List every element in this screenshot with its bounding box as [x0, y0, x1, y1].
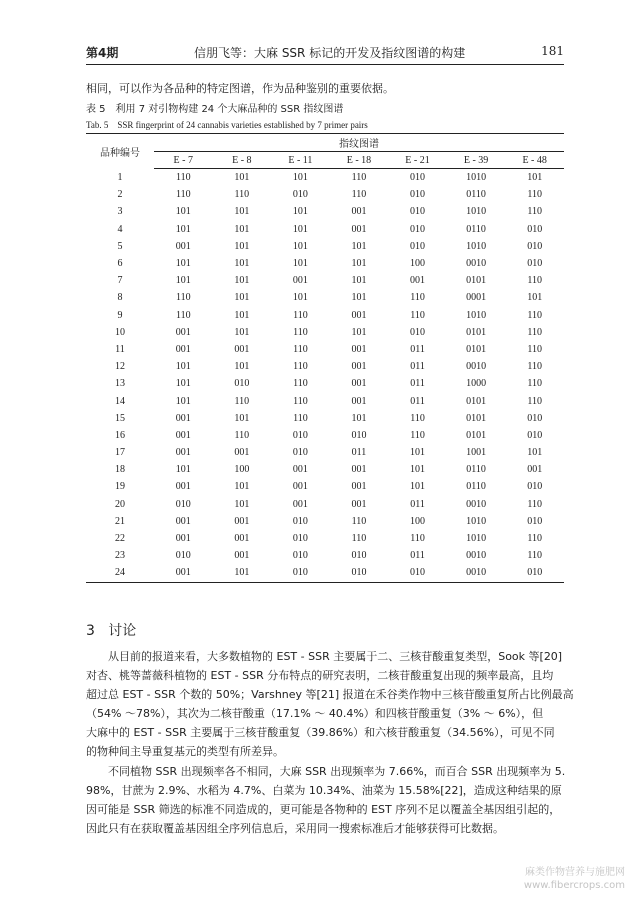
- table-row: [86, 547, 564, 564]
- fingerprint-cell: 010: [527, 429, 543, 441]
- fingerprint-cell: 0101: [466, 395, 487, 407]
- variety-number-cell: 3: [117, 206, 123, 218]
- variety-number-cell: 12: [115, 361, 125, 373]
- fingerprint-cell: 010: [410, 240, 426, 252]
- fingerprint-cell: 0101: [466, 343, 487, 355]
- fingerprint-cell: 0001: [466, 292, 487, 304]
- fingerprint-cell: 001: [351, 206, 367, 218]
- discussion-line: 对杏、桃等蔷薇科植物的 EST - SSR 分布特点的研究表明，二核苷酸重复出现的频率最高，且均: [86, 669, 554, 682]
- fingerprint-cell: 001: [175, 412, 191, 424]
- fingerprint-cell: 011: [410, 361, 425, 373]
- fingerprint-cell: 1001: [466, 447, 487, 459]
- watermark-line: 麻类作物营养与施肥网: [525, 867, 625, 878]
- fingerprint-cell: 101: [410, 464, 426, 476]
- fingerprint-cell: 010: [410, 206, 426, 218]
- table-row: [86, 461, 564, 478]
- fingerprint-cell: 101: [234, 309, 250, 321]
- variety-number-cell: 14: [115, 395, 125, 407]
- fingerprint-cell: 110: [293, 395, 308, 407]
- fingerprint-cell: 0101: [466, 275, 487, 287]
- fingerprint-cell: 110: [234, 429, 250, 441]
- fingerprint-cell: 001: [292, 498, 308, 510]
- fingerprint-cell: 010: [410, 189, 426, 201]
- discussion-line: 98%，甘蔗为 2.9%、水稻为 4.7%、白菜为 10.34%、油菜为 15.58%[22]，造成这种结果的原: [86, 784, 562, 797]
- variety-number-cell: 7: [117, 275, 123, 287]
- fingerprint-cell: 101: [527, 447, 543, 459]
- fingerprint-cell: 001: [234, 533, 250, 545]
- fingerprint-cell: 101: [213, 564, 272, 582]
- fingerprint-table: [86, 133, 564, 583]
- fingerprint-cell: 101: [292, 172, 308, 184]
- fingerprint-cell: 101: [175, 258, 191, 270]
- fingerprint-cell: 1000: [466, 378, 487, 390]
- fingerprint-cell: 101: [351, 258, 367, 270]
- variety-number-cell: 11: [115, 343, 125, 355]
- table-row: [86, 496, 564, 513]
- variety-number-cell: 19: [115, 481, 125, 493]
- fingerprint-cell: 110: [293, 412, 308, 424]
- discussion-line: 超过总 EST - SSR 个数的 50%；Varshney 等[21] 报道在禾谷类作物中三核苷酸重复所占比例最高: [86, 688, 574, 701]
- table-row: [86, 427, 564, 444]
- table-row: [86, 478, 564, 495]
- fingerprint-cell: 001: [351, 498, 367, 510]
- fingerprint-cell: 010: [271, 564, 330, 582]
- discussion-line: 大麻中的 EST - SSR 主要属于三核苷酸重复（39.86%）和六核苷酸重复（34.56%），可见不同: [86, 726, 555, 739]
- fingerprint-cell: 001: [351, 343, 367, 355]
- fingerprint-cell: 010: [292, 447, 308, 459]
- table-row: [86, 238, 564, 255]
- running-title: 信朋飞等：大麻 SSR 标记的开发及指纹图谱的构建: [194, 46, 466, 60]
- fingerprint-cell: 010: [527, 258, 543, 270]
- primer-column-header: E - 8: [213, 152, 272, 169]
- fingerprint-cell: 001: [351, 395, 367, 407]
- fingerprint-cell: 101: [175, 464, 191, 476]
- fingerprint-cell: 0110: [466, 223, 486, 235]
- table-row: [86, 221, 564, 238]
- fingerprint-cell: 101: [410, 481, 426, 493]
- fingerprint-cell: 001: [175, 447, 191, 459]
- fingerprint-cell: 110: [351, 189, 367, 201]
- fingerprint-cell: 010: [330, 564, 389, 582]
- fingerprint-cell: 001: [234, 550, 250, 562]
- fingerprint-cell: 010: [351, 429, 367, 441]
- fingerprint-cell: 1010: [466, 533, 487, 545]
- fingerprint-cell: 101: [234, 481, 250, 493]
- primer-column-header: E - 18: [330, 152, 389, 169]
- fingerprint-cell: 011: [410, 498, 425, 510]
- fingerprint-cell: 110: [175, 189, 191, 201]
- fingerprint-cell: 0010: [466, 498, 487, 510]
- fingerprint-cell: 010: [527, 481, 543, 493]
- fingerprint-cell: 011: [351, 447, 367, 459]
- variety-number-cell: 22: [115, 533, 125, 545]
- watermark-line: www.fibercrops.com: [523, 880, 625, 891]
- variety-number-cell: 5: [117, 240, 123, 252]
- discussion-line: 从目前的报道来看，大多数植物的 EST - SSR 主要属于二、三核苷酸重复类型，Sook 等[20]: [86, 650, 563, 663]
- fingerprint-cell: 110: [527, 498, 542, 510]
- discussion-line: 的物种间主导重复基元的类型有所差异。: [86, 745, 284, 758]
- header-rule: [86, 64, 564, 65]
- fingerprint-cell: 110: [351, 515, 367, 527]
- fingerprint-cell: 1010: [466, 172, 487, 184]
- table-row: [86, 444, 564, 461]
- fingerprint-cell: 0010: [447, 564, 506, 582]
- fingerprint-cell: 101: [292, 258, 308, 270]
- variety-number-cell: 6: [117, 258, 123, 270]
- table-row: [86, 530, 564, 547]
- fingerprint-cell: 101: [292, 292, 308, 304]
- fingerprint-cell: 001: [175, 429, 191, 441]
- fingerprint-cell: 001: [527, 464, 543, 476]
- primer-column-header: E - 11: [271, 152, 330, 169]
- column-header-variety-number: 品种编号: [86, 134, 154, 169]
- variety-number-cell: 24: [86, 564, 154, 582]
- fingerprint-cell: 110: [527, 189, 542, 201]
- fingerprint-cell: 101: [175, 378, 191, 390]
- table-caption-cn: 表 5 利用 7 对引物构建 24 个大麻品种的 SSR 指纹图谱: [86, 104, 344, 115]
- fingerprint-cell: 101: [234, 223, 250, 235]
- fingerprint-cell: 101: [234, 412, 250, 424]
- variety-number-cell: 10: [115, 326, 125, 338]
- fingerprint-cell: 101: [292, 223, 308, 235]
- variety-number-cell: 2: [117, 189, 123, 201]
- fingerprint-cell: 110: [293, 326, 308, 338]
- variety-number-cell: 15: [115, 412, 125, 424]
- fingerprint-cell: 010: [234, 378, 250, 390]
- fingerprint-cell: 101: [351, 412, 367, 424]
- fingerprint-cell: 010: [175, 498, 191, 510]
- variety-number-cell: 8: [117, 292, 123, 304]
- fingerprint-cell: 001: [410, 275, 426, 287]
- fingerprint-cell: 0110: [466, 464, 486, 476]
- fingerprint-cell: 110: [234, 395, 250, 407]
- fingerprint-cell: 101: [234, 206, 250, 218]
- fingerprint-cell: 101: [351, 275, 367, 287]
- fingerprint-cell: 101: [175, 361, 191, 373]
- variety-number-cell: 17: [115, 447, 125, 459]
- fingerprint-cell: 110: [527, 206, 542, 218]
- fingerprint-cell: 001: [292, 275, 308, 287]
- fingerprint-cell: 0101: [466, 429, 487, 441]
- fingerprint-cell: 110: [293, 378, 308, 390]
- fingerprint-cell: 101: [527, 292, 543, 304]
- fingerprint-cell: 110: [527, 533, 542, 545]
- primer-column-header: E - 7: [154, 152, 213, 169]
- running-head: [86, 42, 564, 62]
- fingerprint-cell: 101: [234, 292, 250, 304]
- table-row: [86, 272, 564, 289]
- intro-paragraph: 相同，可以作为各品种的特定图谱，作为品种鉴别的重要依据。: [86, 82, 394, 95]
- fingerprint-cell: 010: [410, 172, 426, 184]
- fingerprint-cell: 110: [175, 172, 191, 184]
- fingerprint-cell: 001: [351, 223, 367, 235]
- table-caption-en: Tab. 5 SSR fingerprint of 24 cannabis varieties established by 7 primer pairs: [86, 120, 368, 130]
- table-row: [86, 513, 564, 530]
- section-heading: [86, 620, 136, 640]
- variety-number-cell: 21: [115, 515, 125, 527]
- fingerprint-cell: 010: [505, 564, 564, 582]
- fingerprint-cell: 101: [292, 206, 308, 218]
- fingerprint-cell: 110: [175, 292, 191, 304]
- fingerprint-cell: 110: [234, 189, 250, 201]
- fingerprint-cell: 110: [410, 429, 425, 441]
- table-row: [86, 289, 564, 306]
- fingerprint-cell: 101: [175, 206, 191, 218]
- fingerprint-cell: 101: [175, 395, 191, 407]
- variety-number-cell: 23: [115, 550, 125, 562]
- fingerprint-cell: 0101: [466, 326, 487, 338]
- fingerprint-cell: 100: [234, 464, 250, 476]
- fingerprint-cell: 101: [351, 292, 367, 304]
- fingerprint-cell: 101: [175, 275, 191, 287]
- table-row: [86, 307, 564, 324]
- fingerprint-cell: 0010: [466, 258, 487, 270]
- fingerprint-cell: 010: [292, 429, 308, 441]
- fingerprint-cell: 110: [410, 533, 425, 545]
- variety-number-cell: 18: [115, 464, 125, 476]
- table-row: [86, 358, 564, 375]
- fingerprint-cell: 110: [527, 309, 542, 321]
- fingerprint-cell: 1010: [466, 515, 487, 527]
- fingerprint-cell: 110: [410, 412, 425, 424]
- fingerprint-cell: 101: [527, 172, 543, 184]
- fingerprint-cell: 001: [175, 240, 191, 252]
- fingerprint-cell: 010: [410, 326, 426, 338]
- table-row: [86, 255, 564, 272]
- variety-number-cell: 13: [115, 378, 125, 390]
- fingerprint-cell: 010: [292, 533, 308, 545]
- fingerprint-cell: 101: [175, 223, 191, 235]
- fingerprint-cell: 110: [410, 292, 425, 304]
- fingerprint-cell: 001: [234, 447, 250, 459]
- fingerprint-cell: 010: [527, 223, 543, 235]
- fingerprint-cell: 1010: [466, 309, 487, 321]
- fingerprint-cell: 001: [351, 378, 367, 390]
- fingerprint-cell: 001: [175, 533, 191, 545]
- fingerprint-cell: 110: [293, 361, 308, 373]
- fingerprint-cell: 110: [410, 309, 425, 321]
- fingerprint-cell: 011: [410, 395, 425, 407]
- issue-number: 第4期: [86, 46, 119, 60]
- discussion-line: 不同植物 SSR 出现频率各不相同，大麻 SSR 出现频率为 7.66%，而百合 SSR 出现频率为 5.: [86, 765, 566, 778]
- variety-number-cell: 16: [115, 429, 125, 441]
- primer-column-header: E - 48: [505, 152, 564, 169]
- fingerprint-cell: 0010: [466, 361, 487, 373]
- table-row: [86, 392, 564, 409]
- fingerprint-cell: 100: [410, 258, 426, 270]
- fingerprint-cell: 110: [527, 275, 542, 287]
- fingerprint-cell: 101: [234, 326, 250, 338]
- fingerprint-cell: 001: [351, 361, 367, 373]
- fingerprint-cell: 1010: [466, 240, 487, 252]
- table-row: [86, 324, 564, 341]
- fingerprint-cell: 101: [234, 240, 250, 252]
- fingerprint-cell: 101: [234, 172, 250, 184]
- fingerprint-cell: 110: [527, 378, 542, 390]
- table-row: [86, 410, 564, 427]
- fingerprint-cell: 0101: [466, 412, 487, 424]
- table-row: [86, 169, 564, 187]
- discussion-line: 因可能是 SSR 筛选的标准不同造成的，更可能是各物种的 EST 序列不足以覆盖全基因组引起的，: [86, 803, 561, 816]
- fingerprint-cell: 101: [410, 447, 426, 459]
- fingerprint-cell: 101: [234, 361, 250, 373]
- page-number: 181: [541, 44, 564, 58]
- fingerprint-cell: 010: [527, 412, 543, 424]
- fingerprint-cell: 0010: [466, 550, 487, 562]
- table-row: [86, 186, 564, 203]
- table-row: [86, 564, 564, 582]
- fingerprint-cell: 110: [293, 309, 308, 321]
- fingerprint-cell: 001: [292, 464, 308, 476]
- primer-column-header: E - 39: [447, 152, 506, 169]
- fingerprint-cell: 110: [527, 361, 542, 373]
- fingerprint-cell: 010: [292, 550, 308, 562]
- fingerprint-cell: 001: [351, 464, 367, 476]
- fingerprint-cell: 001: [175, 515, 191, 527]
- fingerprint-cell: 010: [292, 189, 308, 201]
- discussion-line: 因此只有在获取覆盖基因组全序列信息后，采用同一搜索标准后才能够获得可比数据。: [86, 822, 504, 835]
- variety-number-cell: 1: [117, 171, 123, 183]
- fingerprint-cell: 100: [410, 515, 426, 527]
- fingerprint-cell: 101: [234, 275, 250, 287]
- fingerprint-cell: 010: [527, 240, 543, 252]
- fingerprint-cell: 0110: [466, 481, 486, 493]
- variety-number-cell: 9: [117, 309, 123, 321]
- fingerprint-cell: 001: [175, 481, 191, 493]
- fingerprint-cell: 101: [234, 498, 250, 510]
- fingerprint-cell: 001: [292, 481, 308, 493]
- fingerprint-cell: 001: [234, 343, 250, 355]
- fingerprint-cell: 001: [351, 309, 367, 321]
- table-row: [86, 203, 564, 220]
- fingerprint-cell: 001: [175, 326, 191, 338]
- watermark: [524, 866, 625, 892]
- variety-number-cell: 20: [115, 498, 125, 510]
- fingerprint-cell: 011: [410, 378, 425, 390]
- fingerprint-cell: 101: [234, 258, 250, 270]
- fingerprint-cell: 001: [175, 343, 191, 355]
- variety-number-cell: 4: [117, 223, 123, 235]
- fingerprint-cell: 110: [293, 343, 308, 355]
- fingerprint-cell: 010: [527, 515, 543, 527]
- fingerprint-cell: 110: [175, 309, 191, 321]
- fingerprint-cell: 1010: [466, 206, 487, 218]
- fingerprint-cell: 101: [351, 326, 367, 338]
- fingerprint-cell: 110: [527, 343, 542, 355]
- section-number: 3: [86, 623, 95, 639]
- section-title: 讨论: [108, 623, 137, 639]
- fingerprint-cell: 011: [410, 343, 425, 355]
- fingerprint-cell: 101: [292, 240, 308, 252]
- fingerprint-cell: 010: [292, 515, 308, 527]
- fingerprint-cell: 101: [351, 240, 367, 252]
- fingerprint-cell: 010: [410, 223, 426, 235]
- fingerprint-cell: 0110: [466, 189, 486, 201]
- column-group-fingerprint: 指纹图谱: [154, 134, 564, 152]
- discussion-line: （54% ～78%），其次为二核苷酸重（17.1% ～ 40.4%）和四核苷酸重复（3% ～ 6%），但: [86, 707, 544, 720]
- fingerprint-cell: 010: [351, 550, 367, 562]
- fingerprint-cell: 001: [351, 481, 367, 493]
- fingerprint-cell: 110: [351, 533, 367, 545]
- table-row: [86, 375, 564, 392]
- fingerprint-cell: 010: [175, 550, 191, 562]
- fingerprint-cell: 001: [154, 564, 213, 582]
- fingerprint-cell: 011: [410, 550, 425, 562]
- fingerprint-cell: 010: [388, 564, 447, 582]
- table-row: [86, 341, 564, 358]
- fingerprint-cell: 110: [351, 172, 367, 184]
- fingerprint-cell: 110: [527, 326, 542, 338]
- primer-column-header: E - 21: [388, 152, 447, 169]
- fingerprint-cell: 110: [527, 550, 542, 562]
- fingerprint-cell: 110: [527, 395, 542, 407]
- fingerprint-cell: 001: [234, 515, 250, 527]
